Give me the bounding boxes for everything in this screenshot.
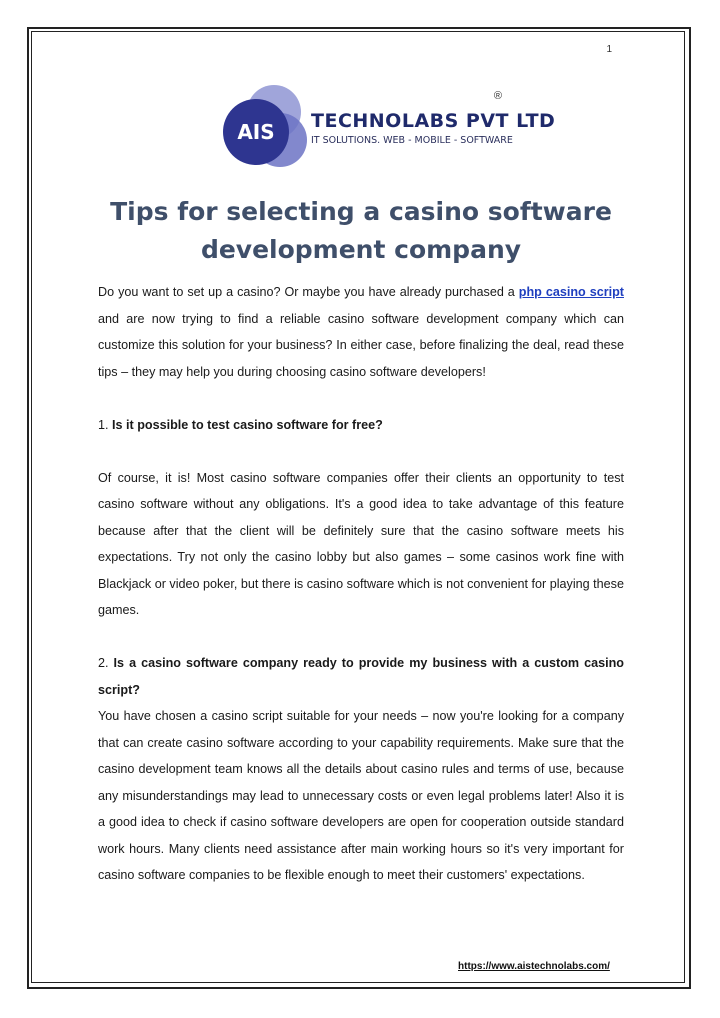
section-2-body: You have chosen a casino script suitable for your needs – now you're looking for a company that can create casino software according to your capability requirements. Make sure that the casino development team knows all the details about casino rules and terms of use, because any misunderstandings may lead to unnecessary costs or even legal problems later! Also it is a good idea to check if casino software developers are open for cooperation outside standard work hours. Many clients need assistance after main working hours so it's very important for casino software companies to be flexible enough to meet their customers' expectations. bbox=[98, 709, 624, 882]
logo-company-name: TECHNOLABS PVT LTD bbox=[311, 110, 556, 132]
section-2-heading: 2. Is a casino software company ready to provide my business with a custom casino script? bbox=[98, 656, 625, 697]
logo-circles-icon bbox=[222, 82, 312, 174]
registered-mark: ® bbox=[493, 90, 502, 102]
page-title: Tips for selecting a casino software development company bbox=[110, 197, 612, 264]
logo-mark: AIS bbox=[237, 120, 275, 144]
section-1-body: Of course, it is! Most casino software companies offer their clients an opportunity to test casino software without any obligations. It's a good idea to take advantage of this feature because after that the client will be definitely sure that the casino software meets his expectations. Try not only the casino lobby but also games – some casinos work fine with Blackjack or video poker, but there is casino software which is not convenient for playing these games. bbox=[98, 470, 624, 617]
page-number: 1 bbox=[606, 44, 612, 55]
section-1-heading: 1. Is it possible to test casino software for free? bbox=[98, 417, 383, 432]
company-logo bbox=[222, 82, 556, 174]
logo-tagline: IT SOLUTIONS. WEB - MOBILE - SOFTWARE bbox=[311, 135, 513, 146]
footer-website-link[interactable]: https://www.aistechnolabs.com/ bbox=[458, 961, 610, 972]
php-casino-script-link[interactable]: php casino script bbox=[518, 285, 624, 299]
article-body bbox=[98, 279, 624, 889]
intro-paragraph: Do you want to set up a casino? Or maybe you have already purchased a php casino script and are now trying to find a reliable casino software development company which can customize this solution for your business? In either case, before finalizing the deal, read these tips – they may help you during choosing casino software developers! bbox=[98, 285, 624, 379]
